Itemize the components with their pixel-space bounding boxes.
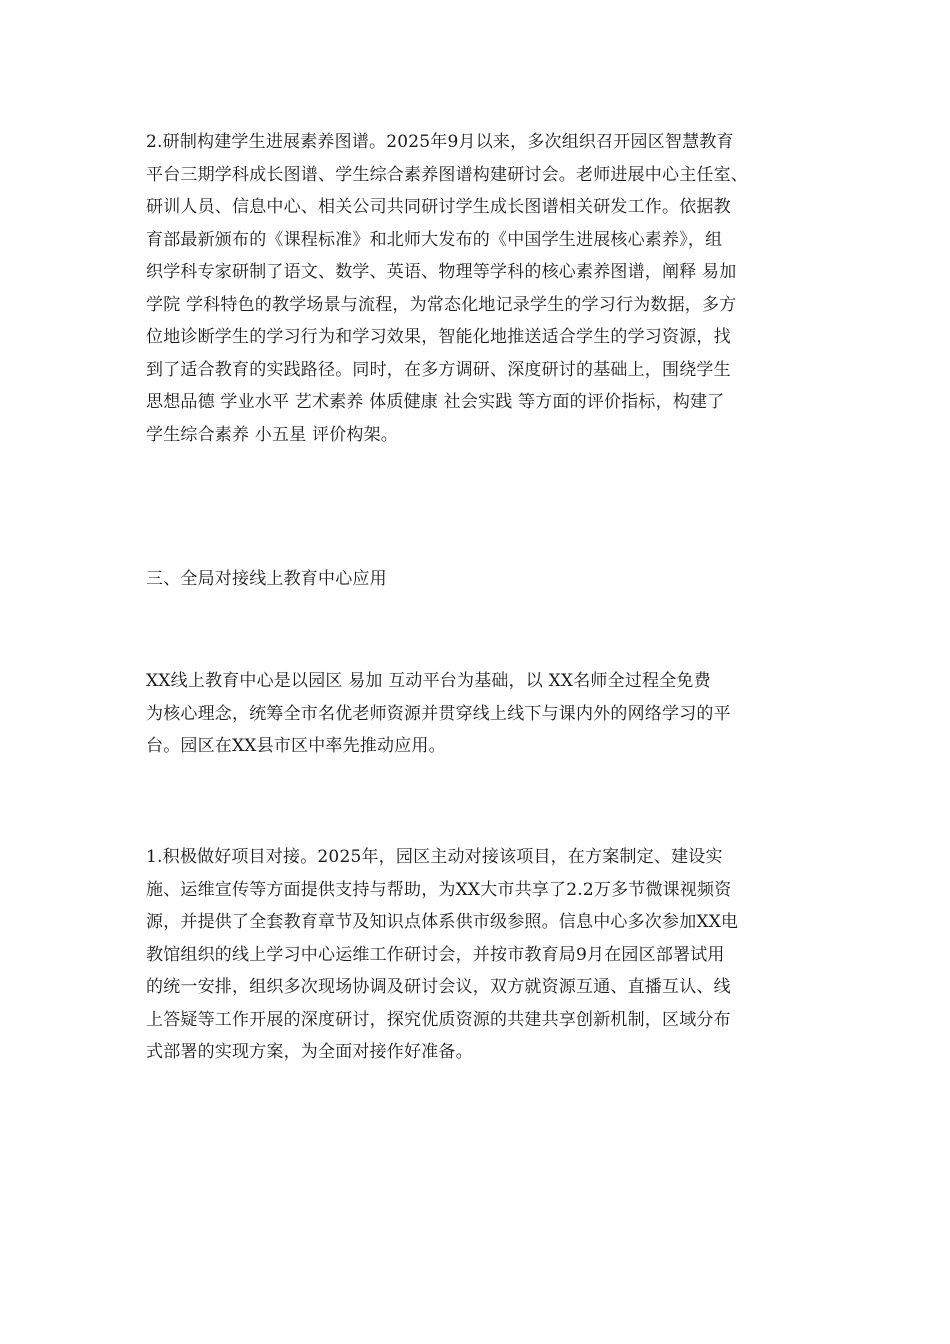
text-line: 织学科专家研制了语文、数学、英语、物理等学科的核心素养图谱，阐释 易加	[146, 262, 737, 282]
paragraph-student-literacy-map	[146, 126, 812, 451]
text-line: 研训人员、信息中心、相关公司共同研讨学生成长图谱相关研发工作。依据教	[146, 197, 731, 217]
text-line: 位地诊断学生的学习行为和学习效果，智能化地推送适合学生的学习资源，找	[146, 327, 731, 347]
text-line: 施、运维宣传等方面提供支持与帮助，为XX大市共享了2.2万多节微课视频资	[146, 879, 732, 900]
text-line: 教馆组织的线上学习中心运维工作研讨会，并按市教育局9月在园区部署试用	[146, 944, 725, 965]
text-line: 源，并提供了全套教育章节及知识点体系供市级参照。信息中心多次参加XX电	[146, 912, 739, 932]
paragraph-online-center-intro	[146, 665, 812, 763]
text-line: 1.积极做好项目对接。2025年，园区主动对接该项目，在方案制定、建设实	[146, 847, 723, 867]
text-line: 学院 学科特色的教学场景与流程，为常态化地记录学生的学习行为数据，多方	[146, 294, 737, 315]
text-line: 为核心理念，统筹全市名优老师资源并贯穿线上线下与课内外的网络学习的平	[146, 703, 731, 724]
text-line: 学生综合素养 小五星 评价构架。	[146, 424, 399, 445]
text-line: 的统一安排，组织多次现场协调及研讨会议，双方就资源互通、直播互认、线	[146, 977, 731, 997]
paragraph-project-docking	[146, 841, 812, 1069]
text-line: XX线上教育中心是以园区 易加 互动平台为基础，以 XX名师全过程全免费	[146, 671, 711, 691]
text-line: 思想品德 学业水平 艺术素养 体质健康 社会实践 等方面的评价指标，构建了	[146, 392, 725, 412]
section-heading	[146, 563, 812, 596]
text-line: 上答疑等工作开展的深度研讨，探究优质资源的共建共享创新机制，区域分布	[146, 1009, 731, 1030]
text-line: 育部最新颁布的《课程标准》和北师大发布的《中国学生进展核心素养》，组	[146, 229, 723, 250]
text-line: 平台三期学科成长图谱、学生综合素养图谱构建研讨会。老师进展中心主任室、	[146, 164, 748, 185]
text-line: 式部署的实现方案，为全面对接作好准备。	[146, 1042, 473, 1062]
text-line: 到了适合教育的实践路径。同时，在多方调研、深度研讨的基础上，围绕学生	[146, 359, 731, 380]
heading-text: 三、全局对接线上教育中心应用	[146, 569, 387, 589]
text-line: 台。园区在XX县市区中率先推动应用。	[146, 736, 446, 756]
text-line: 2.研制构建学生进展素养图谱。2025年9月以来，多次组织召开园区智慧教育	[146, 132, 734, 152]
